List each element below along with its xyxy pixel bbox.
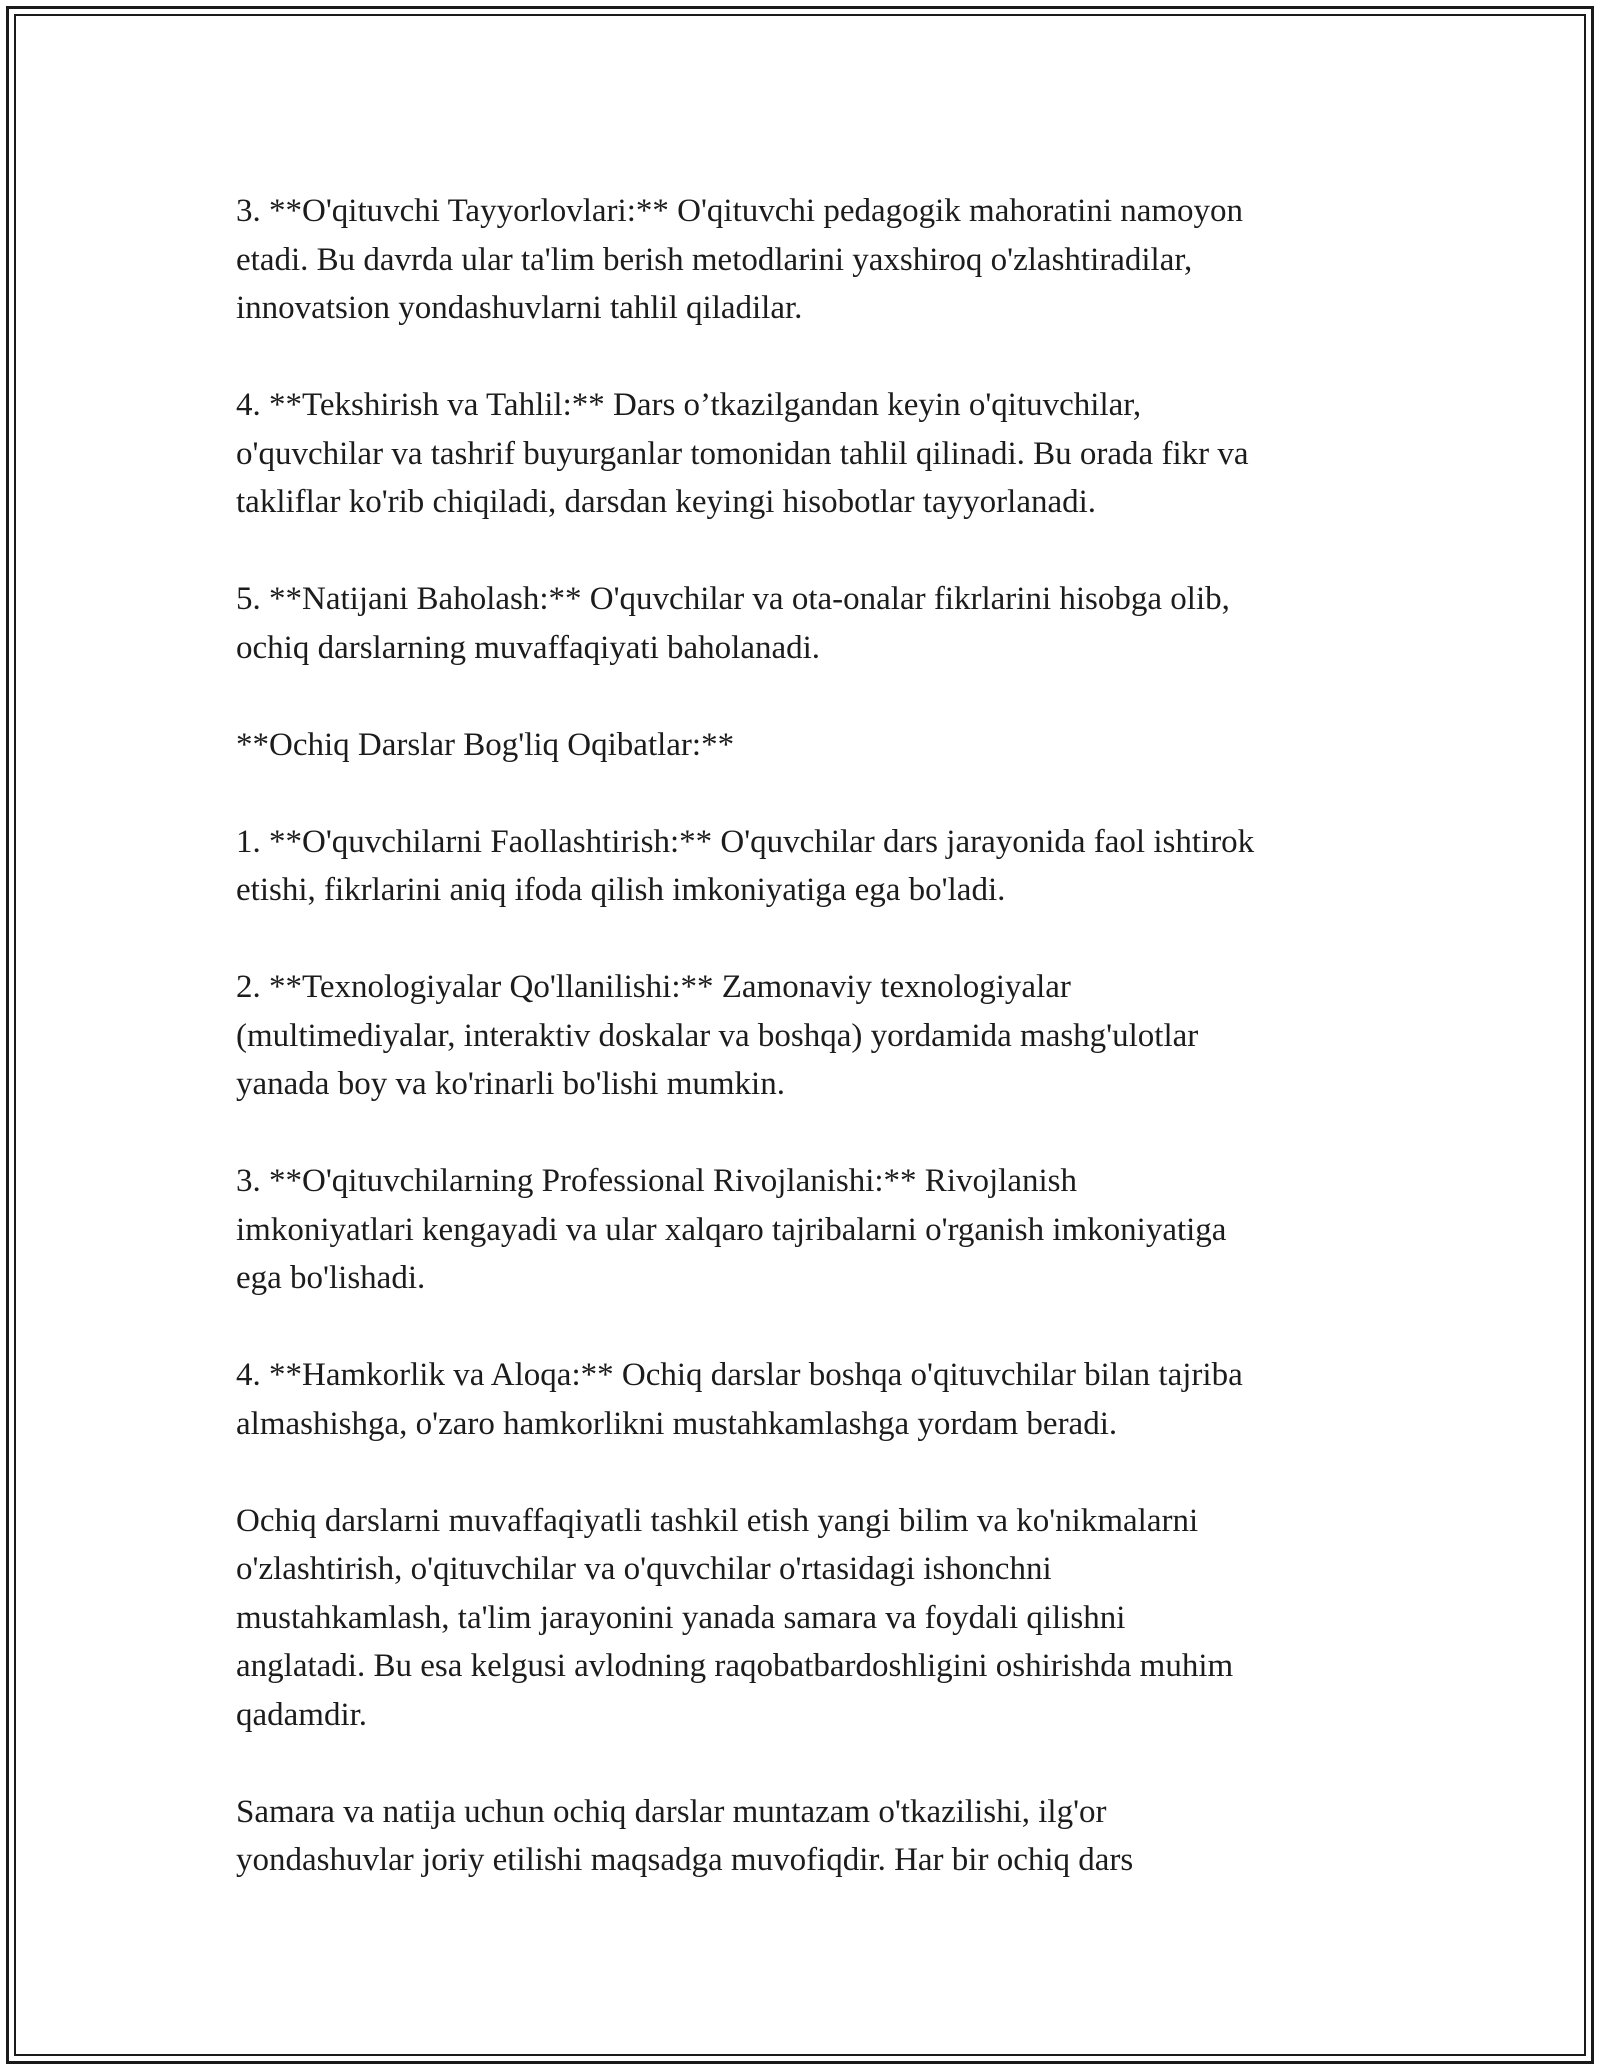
paragraph-student-activation: 1. **O'quvchilarni Faollashtirish:** O'quvchilar dars jarayonida faol ishtirok etishi, fikrlarini aniq ifoda qilish imkoniyatiga ega bo'ladi. [236,823,1255,908]
paragraph-cooperation: 4. **Hamkorlik va Aloqa:** Ochiq darslar boshqa o'qituvchilar bilan tajriba almashishga, o'zaro hamkorlikni mustahkamlashga yordam beradi. [236,1357,1243,1442]
paragraph-teacher-preparation: 3. **O'qituvchi Tayyorlovlari:** O'qituvchi pedagogik mahoratini namoyon etadi. Bu davrda ular ta'lim berish metodlarini yaxshiroq o'zlashtiradilar, innovatsion yondashuvlarni tahlil qiladilar. [236,193,1244,326]
paragraph-technology-use: 2. **Texnologiyalar Qo'llanilishi:** Zamonaviy texnologiyalar (multimediyalar, interaktiv doskalar va boshqa) yordamida mashg'ulotlar yanada boy va ko'rinarli bo'lishi mumkin. [236,969,1199,1102]
paragraph-result-evaluation: 5. **Natijani Baholash:** O'quvchilar va ota-onalar fikrlarini hisobga olib, ochiq darslarning muvaffaqiyati baholanadi. [236,581,1230,666]
paragraph-professional-development: 3. **O'qituvchilarning Professional Rivojlanishi:** Rivojlanish imkoniyatlari kengayadi va ular xalqaro tajribalarni o'rganish imkoniyatiga ega bo'lishadi. [236,1163,1227,1296]
paragraph-conclusion: Ochiq darslarni muvaffaqiyatli tashkil etish yangi bilim va ko'nikmalarni o'zlashtirish, o'qituvchilar va o'quvchilar o'rtasidagi ishonchni mustahkamlash, ta'lim jarayonini yanada samara va foydali qilishni anglatadi. Bu esa kelgusi avlodning raqobatbardoshligini oshirishda muhim qadamdir. [236,1502,1234,1733]
document-body [236,187,1376,1933]
paragraph-final: Samara va natija uchun ochiq darslar muntazam o'tkazilishi, ilg'or yondashuvlar joriy etilishi maqsadga muvofiqdir. Har bir ochiq dars [236,1793,1134,1878]
paragraph-checking-analysis: 4. **Tekshirish va Tahlil:** Dars o’tkazilgandan keyin o'qituvchilar, o'quvchilar va tashrif buyurganlar tomonidan tahlil qilinadi. Bu orada fikr va takliflar ko'rib chiqiladi, darsdan keyingi hisobotlar tayyorlanadi. [236,387,1249,520]
section-heading: **Ochiq Darslar Bog'liq Oqibatlar:** [236,726,735,763]
